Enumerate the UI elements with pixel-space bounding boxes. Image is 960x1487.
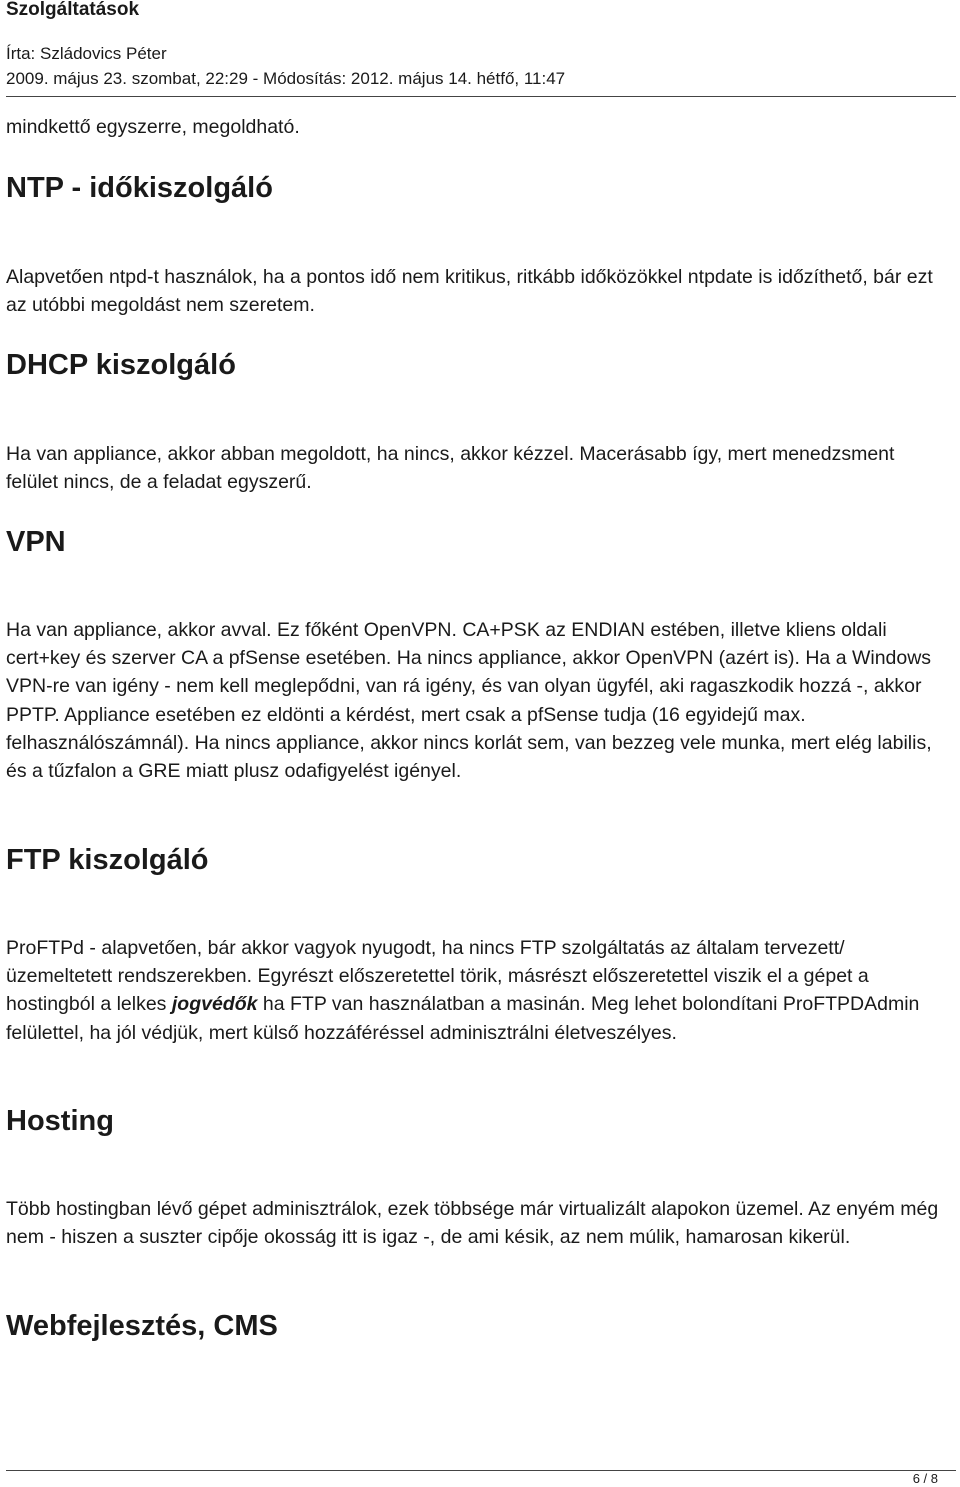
ntp-heading: NTP - időkiszolgáló [6, 172, 273, 204]
ftp-heading: FTP kiszolgáló [6, 844, 209, 876]
header-divider [6, 96, 956, 97]
dhcp-paragraph: Ha van appliance, akkor abban megoldott, ha nincs, akkor kézzel. Macerásabb így, mert menedzsment felület nincs, de a feladat egyszerű. [6, 443, 895, 494]
vpn-paragraph: Ha van appliance, akkor avval. Ez főként OpenVPN. CA+PSK az ENDIAN estében, illetve kliens oldali cert+key és szerver CA a pfSense esetében. Ha nincs appliance, akkor OpenVPN (azért is). Ha a Windows VPN-re van igény - nem kell meglepődni, van rá igény, és van olyan ügyfél, aki ragaszkodik hozzá -, akkor PPTP. Appliance esetében ez eldönti a kérdést, mert csak a pfSense tudja (16 egyidejű max. felhasználószámnál). Ha nincs appliance, akkor nincs korlát sem, van bezzeg vele munka, mert elég labilis, és a tűzfalon a GRE miatt plusz odafigyelést igényel. [6, 619, 932, 783]
footer-divider [6, 1470, 956, 1471]
hosting-heading: Hosting [6, 1105, 114, 1137]
dhcp-heading: DHCP kiszolgáló [6, 349, 236, 381]
ftp-text-start: ProFTPd - alapvetően, bár akkor vagyok nyugodt, ha nincs FTP szolgáltatás az általam tervezett/üzemeltetett rendszerekben. Egyrészt előszeretettel törik, másrészt előszeretettel viszik el a gépet a hostingból a lelkes [6, 937, 869, 1016]
intro-paragraph: mindkettő egyszerre, megoldható. [6, 116, 300, 138]
date-line: 2009. május 23. szombat, 22:29 - Módosítás: 2012. május 14. hétfő, 11:47 [6, 69, 566, 88]
ftp-emphasis: jogvédők [171, 993, 258, 1016]
vpn-heading: VPN [6, 526, 66, 558]
ftp-text-end: ha FTP van használatban a masinán. Meg lehet bolondítani ProFTPDAdmin felülettel, ha jól védjük, mert külső hozzáféréssel adminisztrálni életveszélyes. [6, 993, 920, 1044]
author-line: Írta: Szládovics Péter [6, 44, 167, 63]
ftp-paragraph [6, 934, 941, 1047]
hosting-paragraph: Több hostingban lévő gépet adminisztrálok, ezek többsége már virtualizált alapokon üzemel. Az enyém még nem - hiszen a suszter cipője okosság itt is igaz -, de ami késik, az nem múlik, hamarosan kikerül. [6, 1198, 939, 1249]
page-number: 6 / 8 [912, 1471, 938, 1486]
ntp-paragraph: Alapvetően ntpd-t használok, ha a pontos idő nem kritikus, ritkább időközökkel ntpdate is időzíthető, bár ezt az utóbbi megoldást nem szeretem. [6, 266, 933, 317]
webdev-heading: Webfejlesztés, CMS [6, 1310, 278, 1342]
site-title: Szolgáltatások [6, 0, 140, 20]
